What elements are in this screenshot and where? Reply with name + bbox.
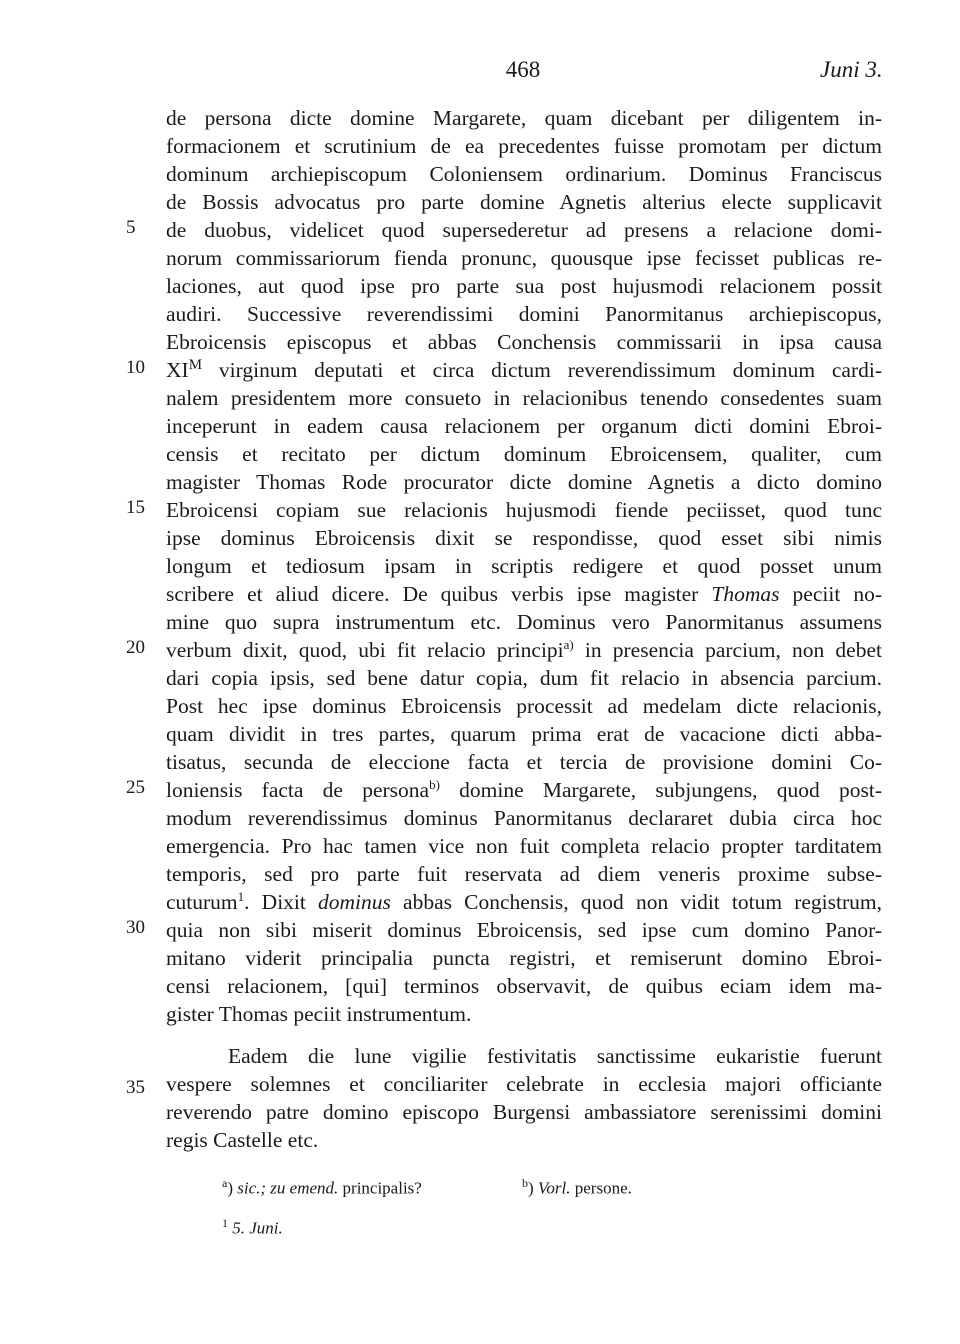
text-line: Post hec ipse dominus Ebroicensis processit ad medelam dicte relacionis,	[166, 694, 882, 718]
text-line: Ebroicensi copiam sue relacionis hujusmodi fiende peciisset, quod tunc	[166, 498, 882, 522]
footnote-b: $^b$) Vorl. persone.	[522, 1176, 632, 1198]
text-line: quia non sibi miserit dominus Ebroicensis, sed ipse cum domino Panor-	[166, 918, 882, 942]
text-line: loniensis facta de persona$^{b)}$ domine Margarete, subjungens, quod post-	[166, 776, 882, 802]
text-line: scribere et aliud dicere. De quibus verbis ipse magister Thomas peciit no-	[166, 582, 882, 606]
text-line: quam dividit in tres partes, quarum prima erat de vacacione dicti abba-	[166, 722, 882, 746]
footnote-text: 5. Juni.	[232, 1218, 283, 1238]
text-line: gister Thomas peciit instrumentum.	[166, 1002, 472, 1026]
page-number: 468	[505, 57, 541, 82]
text-line: dominum archiepiscopum Coloniensem ordinarium. Dominus Franciscus	[166, 162, 882, 186]
text-line: norum commissariorum fienda pronunc, quousque ipse fecisset publicas re-	[166, 246, 882, 270]
footnote-a: $^a$) sic.; zu emend. principalis?	[222, 1176, 422, 1198]
running-head: Juni 3.	[820, 57, 883, 82]
text-line: mine quo supra instrumentum etc. Dominus vero Panormitanus assumens	[166, 610, 882, 634]
text-line: temporis, sed pro parte fuit reservata ad diem veneris proxime subse-	[166, 862, 882, 886]
footnote-text: persone.	[574, 1178, 632, 1198]
line-number: 15	[126, 497, 145, 518]
text-line: dari copia ipsis, sed bene datur copia, dum fit relacio in absencia parcium.	[166, 666, 882, 690]
text-line: vespere solemnes et conciliariter celebrate in ecclesia majori officiante	[166, 1072, 882, 1096]
line-number: 35	[126, 1077, 145, 1098]
text-line: mitano viderit principalia puncta registri, et remiserunt domino Ebroi-	[166, 946, 882, 970]
text-line: ipse dominus Ebroicensis dixit se respondisse, quod esset sibi nimis	[166, 526, 882, 550]
line-number: 5	[126, 217, 136, 238]
text-line: laciones, aut quod ipse pro parte sua post hujusmodi relacionem possit	[166, 274, 882, 298]
text-line: longum et tediosum ipsam in scriptis redigere et quod posset unum	[166, 554, 882, 578]
footnote-mark: b	[522, 1176, 528, 1190]
text-line: magister Thomas Rode procurator dicte domine Agnetis a dicto domino	[166, 470, 882, 494]
text-line: inceperunt in eadem causa relacionem per organum dicti domini Ebroi-	[166, 414, 882, 438]
footnote-mark: a	[222, 1176, 228, 1190]
text-line: formacionem et scrutinium de ea precedentes fuisse promotam per dictum	[166, 134, 882, 158]
footnote-label: sic.; zu emend.	[237, 1178, 339, 1198]
text-line: de persona dicte domine Margarete, quam dicebant per diligentem in-	[166, 106, 882, 130]
text-line: $XI^M$ virginum deputati et circa dictum reverendissimum dominum cardi-	[166, 356, 882, 382]
text-line: modum reverendissimus dominus Panormitanus declararet dubia circa hoc	[166, 806, 882, 830]
text-line: Ebroicensis episcopus et abbas Conchensis commissarii in ipsa causa	[166, 330, 882, 354]
text-line: emergencia. Pro hac tamen vice non fuit completa relacio propter tarditatem	[166, 834, 882, 858]
footnote-mark: 1	[222, 1216, 228, 1230]
text-line: de duobus, videlicet quod supersederetur ad presens a relacione domi-	[166, 218, 882, 242]
text-line: censi relacionem, [qui] terminos observavit, de quibus eciam idem ma-	[166, 974, 882, 998]
line-number: 30	[126, 917, 145, 938]
line-number: 25	[126, 777, 145, 798]
text-line: nalem presidentem more consueto in relacionibus tenendo consedentes suam	[166, 386, 882, 410]
line-number: 20	[126, 637, 145, 658]
text-line: reverendo patre domino episcopo Burgensi ambassiatore serenissimi domini	[166, 1100, 882, 1124]
line-number: 10	[126, 357, 145, 378]
text-line: audiri. Successive reverendissimi domini Panormitanus archiepiscopus,	[166, 302, 882, 326]
footnote-label: Vorl.	[537, 1178, 571, 1198]
text-line: cuturum$^1$. Dixit dominus abbas Conchensis, quod non vidit totum registrum,	[166, 888, 883, 914]
text-line: regis Castelle etc.	[166, 1128, 319, 1152]
text-line: verbum dixit, quod, ubi fit relacio principi$^{a)}$ in presencia parcium, non debet	[166, 636, 882, 662]
footnote-text: principalis?	[342, 1178, 422, 1198]
footnote-1	[222, 1212, 283, 1240]
text-line: censis et recitato per dictum dominum Ebroicensem, qualiter, cum	[166, 442, 882, 466]
text-line: tisatus, secunda de eleccione facta et tercia de provisione domini Co-	[166, 750, 882, 774]
text-line: Eadem die lune vigilie festivitatis sanctissime eukaristie fuerunt	[228, 1044, 882, 1068]
text-line: de Bossis advocatus pro parte domine Agnetis alterius electe supplicavit	[166, 190, 882, 214]
